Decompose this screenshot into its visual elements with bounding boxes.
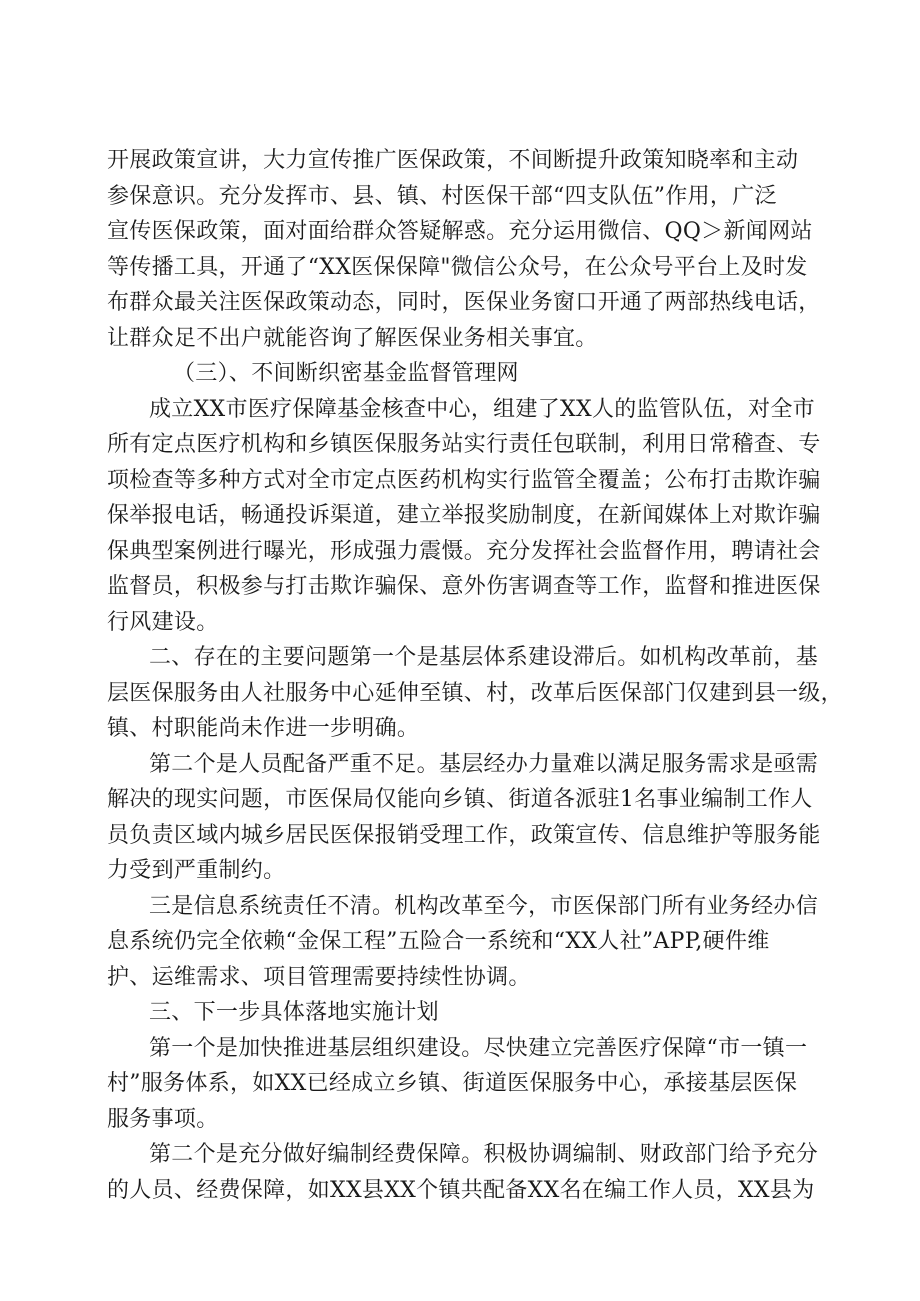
text-line: 宣传医保政策，面对面给群众答疑解惑。充分运用微信、QQ＞新闻网站 [107, 219, 813, 244]
text-line: 的人员、经费保障，如XX县XX个镇共配备XX名在编工作人员，XX县为 [107, 1177, 815, 1203]
text-line: 层医保服务由人社服务中心延伸至镇、村，改革后医保部门仅建到县一级， [107, 680, 843, 706]
text-line: 等传播工具，开通了“XX医保保障"微信公众号，在公众号平台上及时发 [107, 254, 808, 280]
text-line: 村”服务体系，如XX已经成立乡镇、街道医保服务中心，承接基层医保 [107, 1071, 798, 1096]
text-line: 三是信息系统责任不清。机构改革至今，市医保部门所有业务经办信 [149, 893, 819, 919]
text-line: 项检查等多种方式对全市定点医药机构实行监管全覆盖；公布打击欺诈骗 [107, 467, 821, 493]
text-line: 监督员，积极参与打击欺诈骗保、意外伤害调查等工作，监督和推进医保 [107, 574, 821, 599]
text-line: 护、运维需求、项目管理需要持续性协调。 [107, 964, 531, 990]
text-line: 保举报电话，畅通投诉渠道，建立举报奖励制度，在新闻媒体上对欺诈骗 [107, 503, 821, 528]
text-line: 解决的现实问题，市医保局仅能向乡镇、街道各派驻1名事业编制工作人 [107, 787, 813, 812]
text-line: 息系统仍完全依赖“金保工程”五险合一系统和“XX人社”APP,硬件维 [107, 929, 770, 954]
text-line: 服务事项。 [107, 1106, 219, 1132]
text-line: 第一个是加快推进基层组织建设。尽快建立完善医疗保障“市一镇一 [149, 1035, 808, 1061]
text-line: 所有定点医疗机构和乡镇医保服务站实行责任包联制，利用日常稽查、专 [107, 432, 821, 457]
text-line: 保典型案例进行曝光，形成强力震慑。充分发挥社会监督作用，聘请社会 [107, 538, 821, 564]
text-line: 镇、村职能尚未作进一步明确。 [107, 716, 420, 741]
text-line: 行风建设。 [107, 609, 219, 635]
text-line: 员负责区域内城乡居民医保报销受理工作，政策宣传、信息维护等服务能 [107, 822, 821, 848]
section-heading: 二、存在的主要问题第一个是基层体系建设滞后。如机构改革前，基 [149, 645, 819, 670]
section-heading: （三）、不间断织密基金监督管理网 [173, 361, 519, 386]
section-heading: 三、下一步具体落地实施计划 [149, 1000, 439, 1025]
text-line: 力受到严重制约。 [107, 858, 286, 883]
text-line: 让群众足不出户就能咨询了解医保业务相关事宜。 [107, 325, 598, 351]
text-line: 成立XX市医疗保障基金核查中心，组建了XX人的监管队伍，对全市 [149, 396, 815, 422]
document-page [107, 143, 843, 1208]
text-line: 第二个是充分做好编制经费保障。积极协调编制、财政部门给予充分 [149, 1142, 819, 1167]
text-line: 开展政策宣讲，大力宣传推广医保政策，不间断提升政策知晓率和主动 [107, 148, 799, 173]
text-line: 参保意识。充分发挥市、县、镇、村医保干部“四支队伍”作用，广泛 [107, 183, 777, 209]
text-line: 布群众最关注医保政策动态，同时，医保业务窗口开通了两部热线电话， [107, 290, 821, 315]
text-line: 第二个是人员配备严重不足。基层经办力量难以满足服务需求是亟需 [149, 751, 819, 777]
